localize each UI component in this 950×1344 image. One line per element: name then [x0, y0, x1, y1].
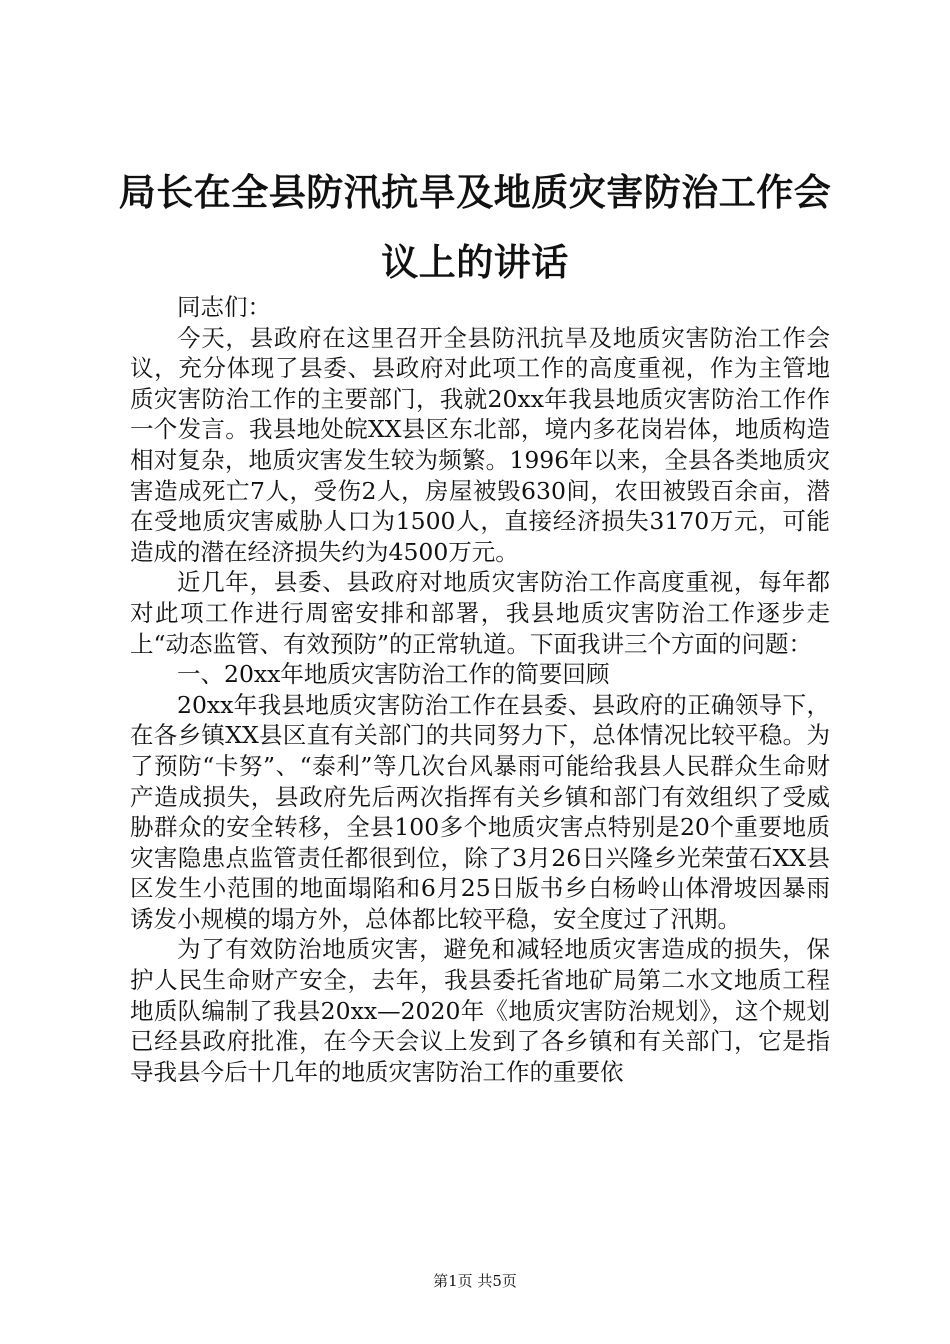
body-paragraph: 今天，县政府在这里召开全县防汛抗旱及地质灾害防治工作会议，充分体现了县委、县政府对此项工作的高度重视，作为主管地质灾害防治工作的主要部门，我就20xx年我县地质灾害防治工作作一个发言。我县地处皖XX县区东北部，境内多花岗岩体，地质构造相对复杂，地质灾害发生较为频繁。1996年以来，全县各类地质灾害造成死亡7人，受伤2人，房屋被毁630间，农田被毁百余亩，潜在受地质灾害威胁人口为1500人，直接经济损失3170万元，可能造成的潜在经济损失约为4500万元。 [130, 323, 830, 566]
document-body [130, 292, 830, 1087]
section-heading: 一、20xx年地质灾害防治工作的简要回顾 [177, 660, 610, 689]
document-title: 局长在全县防汛抗旱及地质灾害防治工作会议上的讲话 [118, 171, 832, 284]
salutation: 同志们： [177, 293, 271, 321]
body-paragraph: 20xx年我县地质灾害防治工作在县委、县政府的正确领导下，在各乡镇XX县区直有关部门的共同努力下，总体情况比较平稳。为了预防“卡努”、“泰利”等几次台风暴雨可能给我县人民群众生命财产造成损失，县政府先后两次指挥有关乡镇和部门有效组织了受威胁群众的安全转移，全县100多个地质灾害点特别是20个重要地质灾害隐患点监管责任都很到位，除了3月26日兴隆乡光荣萤石XX县区发生小范围的地面塌陷和6月25日版书乡白杨岭山体滑坡因暴雨诱发小规模的塌方外，总体都比较平稳，安全度过了汛期。 [130, 690, 830, 933]
body-paragraph: 近几年，县委、县政府对地质灾害防治工作高度重视，每年都对此项工作进行周密安排和部署，我县地质灾害防治工作逐步走上“动态监管、有效预防”的正常轨道。下面我讲三个方面的问题： [130, 568, 830, 658]
page-footer: 第1页 共5页 [433, 1272, 517, 1290]
body-paragraph: 为了有效防治地质灾害，避免和减轻地质灾害造成的损失，保护人民生命财产安全，去年，我县委托省地矿局第二水文地质工程地质队编制了我县20xx—2020年《地质灾害防治规划》，这个规划已经县政府批准，在今天会议上发到了各乡镇和有关部门，它是指导我县今后十几年的地质灾害防治工作的重要依 [130, 935, 830, 1086]
